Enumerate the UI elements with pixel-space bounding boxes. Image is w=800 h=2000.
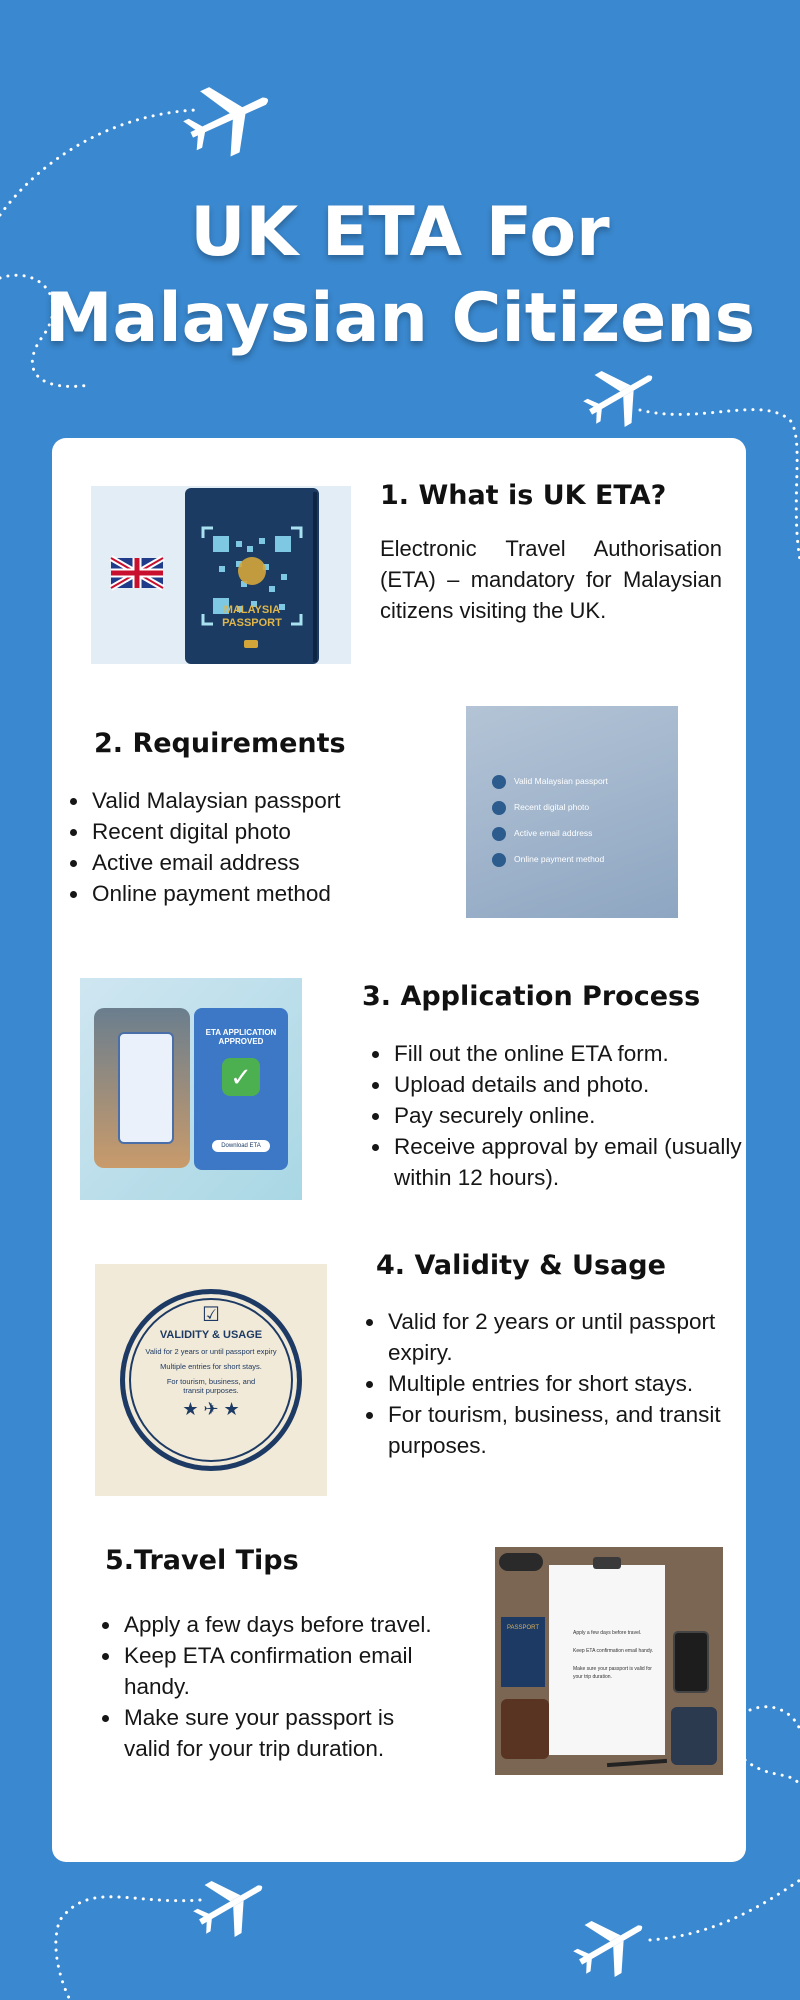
req-img-label: Valid Malaysian passport — [514, 776, 608, 786]
list-item: • For tourism, business, and transit purposes. — [386, 1399, 756, 1461]
req-img-label: Online payment method — [514, 854, 605, 864]
clipboard-clip-icon — [593, 1557, 621, 1569]
luggage-icon — [671, 1707, 717, 1765]
chip-icon — [244, 640, 258, 648]
flight-path-bottom-right — [650, 1880, 800, 1940]
flight-path-bottom-left — [56, 1897, 200, 2000]
pen-icon — [607, 1759, 667, 1767]
passport-text-malaysia: MALAYSIA — [223, 604, 281, 616]
list-item: • Recent digital photo — [90, 816, 410, 847]
req-img-label: Recent digital photo — [514, 802, 590, 812]
note-line: Make sure your passport is valid for your trip duration. — [573, 1666, 652, 1680]
passport-text-passport: PASSPORT — [222, 617, 282, 629]
list-item: • Multiple entries for short stays. — [386, 1368, 756, 1399]
list-item: • Upload details and photo. — [392, 1069, 768, 1100]
note-paper — [549, 1565, 665, 1755]
passport-qr-image — [91, 486, 351, 664]
approval-card-title-1: ETA APPLICATION — [205, 1028, 277, 1037]
requirements-image — [466, 706, 678, 918]
check-icon: ✓ — [222, 1058, 260, 1096]
passport-prop-label: PASSPORT — [506, 1625, 540, 1631]
uk-flag-icon — [111, 558, 163, 588]
list-item: • Active email address — [90, 847, 410, 878]
section-3-list — [362, 1038, 768, 1193]
list-item: • Receive approval by email (usually within 12 hours). — [392, 1131, 768, 1193]
phone-form-illustration — [118, 1032, 174, 1144]
email-icon — [492, 827, 506, 841]
wallet-icon — [501, 1699, 549, 1759]
section-5-list — [92, 1609, 442, 1764]
validity-image — [95, 1264, 327, 1496]
section-1-text: Electronic Travel Authorisation (ETA) – mandatory for Malaysian citizens visiting the UK. — [380, 536, 722, 623]
page-title-line-1: UK ETA For — [190, 193, 610, 272]
passport-icon — [492, 775, 506, 789]
plane-icon-bottom-left — [185, 1861, 277, 1949]
section-5-heading: 5.Travel Tips — [105, 1545, 299, 1576]
approval-card-title-2: APPROVED — [218, 1037, 264, 1046]
download-eta-button: Download ETA — [212, 1140, 270, 1152]
plane-icon-mid — [575, 351, 667, 439]
sunglasses-icon — [499, 1553, 543, 1571]
req-img-label: Active email address — [514, 828, 593, 838]
list-item: • Valid Malaysian passport — [90, 785, 410, 816]
list-item: • Keep ETA confirmation email handy. — [122, 1640, 442, 1702]
list-item: • Make sure your passport is valid for your trip duration. — [122, 1702, 442, 1764]
validity-line: Multiple entries for short stays. — [160, 1362, 262, 1371]
section-3-heading: 3. Application Process — [362, 981, 701, 1012]
validity-line: Valid for 2 years or until passport expiry — [145, 1347, 277, 1356]
req-img-row — [492, 768, 608, 794]
travel-tips-image — [495, 1547, 723, 1775]
application-image — [80, 978, 302, 1200]
section-2-heading: 2. Requirements — [94, 728, 346, 759]
validity-line: For tourism, business, and — [166, 1377, 256, 1386]
validity-badge-title: VALIDITY & USAGE — [159, 1329, 263, 1341]
plane-icon-top — [175, 67, 283, 169]
flight-path-side-right — [745, 1707, 800, 1785]
page-title — [0, 190, 800, 362]
plane-icon-badge: ★ ✈ ★ — [182, 1399, 240, 1419]
approval-card — [194, 1008, 288, 1170]
camera-icon — [492, 801, 506, 815]
note-line: Apply a few days before travel. — [573, 1630, 642, 1636]
list-item: • Pay securely online. — [392, 1100, 768, 1131]
section-2-list — [60, 785, 410, 909]
validity-line: transit purposes. — [183, 1386, 239, 1395]
card-payment-icon — [492, 853, 506, 867]
list-item: • Apply a few days before travel. — [122, 1609, 442, 1640]
note-line: Keep ETA confirmation email handy. — [573, 1648, 654, 1654]
list-item: • Valid for 2 years or until passport expiry. — [386, 1306, 756, 1368]
content-card — [52, 438, 746, 1862]
req-img-row — [492, 820, 608, 846]
req-img-row — [492, 794, 608, 820]
section-4-heading: 4. Validity & Usage — [376, 1250, 666, 1281]
req-img-row — [492, 846, 608, 872]
passport-prop — [501, 1617, 545, 1687]
plane-icon-bottom-right — [565, 1901, 657, 1989]
list-item: • Online payment method — [90, 878, 410, 909]
phone-icon — [673, 1631, 709, 1693]
coat-of-arms-icon — [238, 557, 266, 585]
section-1-heading: 1. What is UK ETA? — [380, 480, 667, 511]
passport-illustration — [91, 486, 351, 664]
validity-badge — [120, 1289, 302, 1471]
calendar-check-icon: ☑ — [202, 1304, 220, 1326]
list-item: • Fill out the online ETA form. — [392, 1038, 768, 1069]
page-title-line-2: Malaysian Citizens — [44, 279, 756, 358]
section-4-list — [356, 1306, 756, 1461]
